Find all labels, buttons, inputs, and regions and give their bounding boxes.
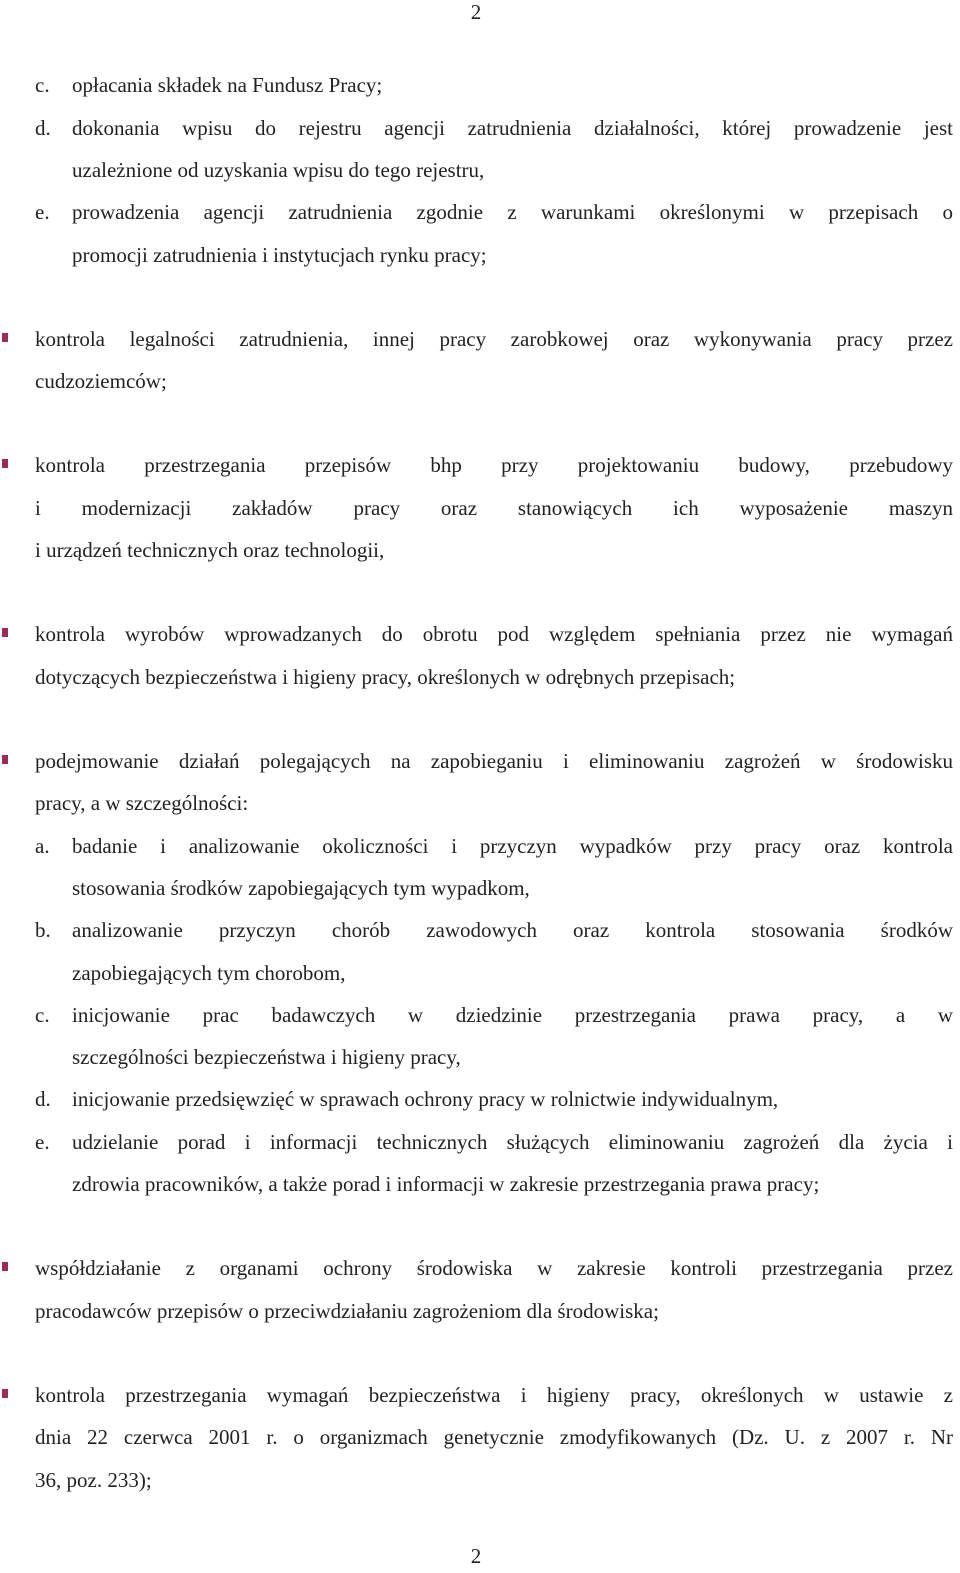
sub-list-text: inicjowanie prac badawczych w dziedzinie przestrzegania prawa pracy, a w bbox=[72, 1003, 953, 1027]
sub-list-marker: b. bbox=[35, 918, 51, 942]
sub-list-text: badanie i analizowanie okoliczności i przyczyn wypadków przy pracy oraz kontrola bbox=[72, 834, 953, 858]
sub-list-marker: a. bbox=[35, 834, 50, 858]
bullet-text: dotyczących bezpieczeństwa i higieny pracy, określonych w odrębnych przepisach; bbox=[35, 665, 736, 689]
sub-list-text: udzielanie porad i informacji technicznych służących eliminowaniu zagrożeń dla życia i bbox=[72, 1130, 953, 1154]
bullet-text: podejmowanie działań polegających na zapobieganiu i eliminowaniu zagrożeń w środowisku bbox=[35, 749, 953, 773]
sub-list-text: zdrowia pracowników, a także porad i informacji w zakresie przestrzegania prawa pracy; bbox=[72, 1172, 820, 1196]
sub-list-text: szczególności bezpieczeństwa i higieny pracy, bbox=[72, 1045, 461, 1069]
bullet-text: kontrola legalności zatrudnienia, innej pracy zarobkowej oraz wykonywania pracy przez bbox=[35, 327, 953, 351]
page-number-bottom: 2 bbox=[470, 1544, 482, 1568]
bullet-icon bbox=[2, 1262, 8, 1271]
bullet-text: współdziałanie z organami ochrony środowiska w zakresie kontroli przestrzegania przez bbox=[35, 1256, 953, 1280]
sub-list-text: stosowania środków zapobiegających tym wypadkom, bbox=[72, 876, 530, 900]
bullet-icon bbox=[2, 1389, 8, 1398]
bullet-text: i modernizacji zakładów pracy oraz stanowiących ich wyposażenie maszyn bbox=[35, 496, 953, 520]
sub-list-text: analizowanie przyczyn chorób zawodowych oraz kontrola stosowania środków bbox=[72, 918, 953, 942]
bullet-text: i urządzeń technicznych oraz technologii, bbox=[35, 538, 385, 562]
bullet-icon bbox=[2, 459, 8, 468]
bullet-text: kontrola przestrzegania wymagań bezpieczeństwa i higieny pracy, określonych w ustawie z bbox=[35, 1383, 953, 1407]
page-number-top: 2 bbox=[470, 0, 482, 24]
list-marker: e. bbox=[35, 200, 50, 224]
sub-list-text: zapobiegających tym chorobom, bbox=[72, 961, 346, 985]
sub-list-marker: c. bbox=[35, 1003, 50, 1027]
bullet-text: kontrola przestrzegania przepisów bhp przy projektowaniu budowy, przebudowy bbox=[35, 453, 953, 477]
sub-list-text: inicjowanie przedsięwzięć w sprawach ochrony pracy w rolnictwie indywidualnym, bbox=[72, 1087, 779, 1111]
bullet-text: cudzoziemców; bbox=[35, 369, 167, 393]
list-marker: c. bbox=[35, 73, 50, 97]
list-item-text: dokonania wpisu do rejestru agencji zatrudnienia działalności, której prowadzenie jest bbox=[72, 116, 953, 140]
list-item-text: uzależnione od uzyskania wpisu do tego rejestru, bbox=[72, 158, 485, 182]
sub-list-marker: d. bbox=[35, 1087, 51, 1111]
sub-list-marker: e. bbox=[35, 1130, 50, 1154]
bullet-icon bbox=[2, 628, 8, 637]
bullet-text: kontrola wyrobów wprowadzanych do obrotu pod względem spełniania przez nie wymagań bbox=[35, 622, 953, 646]
bullet-text: 36, poz. 233); bbox=[35, 1468, 152, 1492]
list-item-text: prowadzenia agencji zatrudnienia zgodnie z warunkami określonymi w przepisach o bbox=[72, 200, 953, 224]
list-item-text: opłacania składek na Fundusz Pracy; bbox=[72, 73, 383, 97]
list-item-text: promocji zatrudnienia i instytucjach rynku pracy; bbox=[72, 243, 487, 267]
list-marker: d. bbox=[35, 116, 51, 140]
bullet-text: pracy, a w szczególności: bbox=[35, 791, 249, 815]
bullet-icon bbox=[2, 333, 8, 342]
bullet-text: dnia 22 czerwca 2001 r. o organizmach genetycznie zmodyfikowanych (Dz. U. z 2007 r. Nr bbox=[35, 1425, 953, 1449]
bullet-text: pracodawców przepisów o przeciwdziałaniu zagrożeniom dla środowiska; bbox=[35, 1299, 659, 1323]
bullet-icon bbox=[2, 755, 8, 764]
